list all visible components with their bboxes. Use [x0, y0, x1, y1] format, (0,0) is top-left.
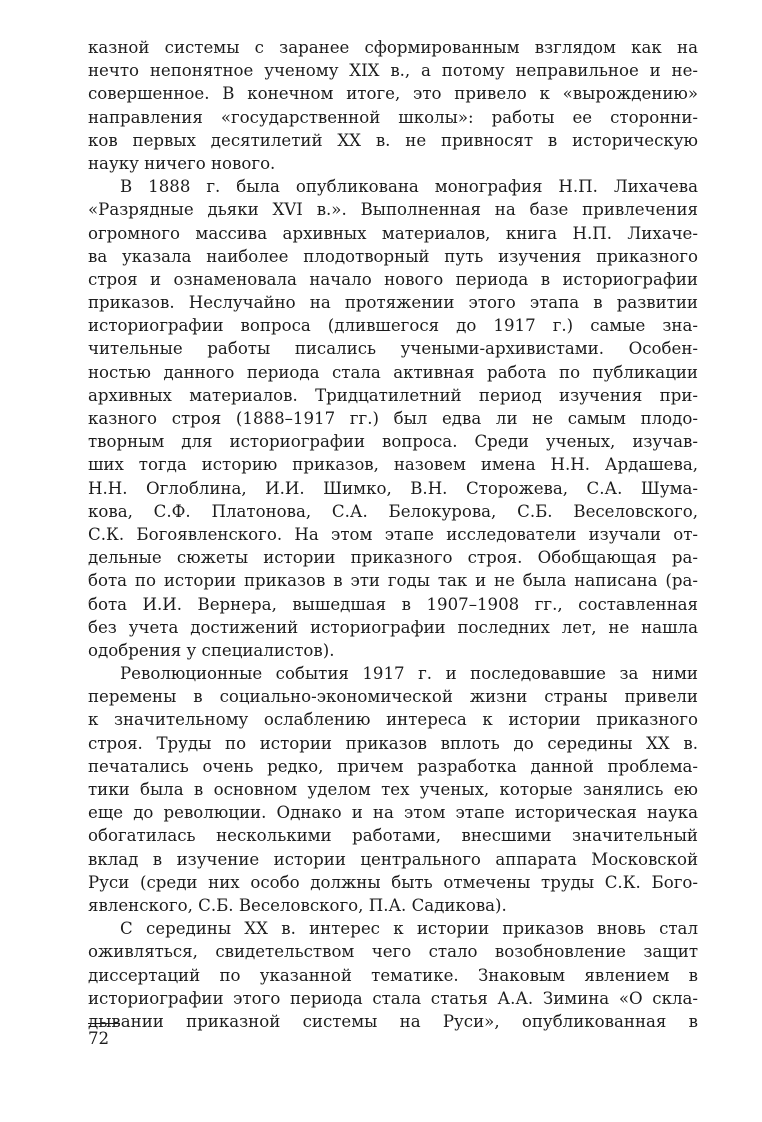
- text-line: бота по истории приказов в эти годы так и не была написана (ра-: [88, 571, 698, 591]
- text-line: перемены в социально-экономической жизни страны привели: [88, 687, 698, 707]
- text-line: нечто непонятное ученому XIX в., а потому неправильное и не-: [88, 61, 698, 81]
- text-line: В 1888 г. была опубликована монография Н.П. Лихачева: [120, 177, 698, 197]
- text-line: приказов. Неслучайно на протяжении этого этапа в развитии: [88, 293, 698, 313]
- text-line: науку ничего нового.: [88, 153, 276, 173]
- text-line: казной системы с заранее сформированным взглядом как на: [88, 38, 698, 57]
- text-line: ностью данного периода стала активная работа по публикации: [88, 362, 698, 382]
- text-line: историографии этого периода стала статья А.А. Зимина «О скла-: [88, 988, 698, 1008]
- text-line: диссертаций по указанной тематике. Знаковым явлением в: [88, 965, 698, 985]
- text-line: ва указала наиболее плодотворный путь изучения приказного: [88, 246, 698, 266]
- text-line: строя. Труды по истории приказов вплоть до середины XX в.: [88, 733, 698, 753]
- text-line: историографии вопроса (длившегося до 1917 г.) самые зна-: [88, 316, 698, 336]
- text-line: огромного массива архивных материалов, книга Н.П. Лихаче-: [88, 223, 698, 243]
- paragraph-2: [88, 175, 698, 662]
- text-line: С середины XX в. интерес к истории приказов вновь стал: [120, 919, 698, 939]
- text-line: одобрения у специалистов).: [88, 640, 335, 660]
- text-line: дельные сюжеты истории приказного строя. Обобщающая ра-: [88, 548, 698, 568]
- text-line: к значительному ослаблению интереса к истории приказного: [88, 710, 698, 730]
- text-line: С.К. Богоявленского. На этом этапе исследователи изучали от-: [88, 524, 698, 544]
- page-number: 72: [88, 1029, 110, 1048]
- paragraph-3: [88, 662, 698, 917]
- text-line: оживляться, свидетельством чего стало возобновление защит: [88, 942, 698, 962]
- footer-divider: [88, 1023, 120, 1024]
- text-line: бота И.И. Вернера, вышедшая в 1907–1908 гг., составленная: [88, 594, 698, 614]
- text-line: печатались очень редко, причем разработка данной проблема-: [88, 756, 698, 776]
- text-line: ков первых десятилетий XX в. не привносят в историческую: [88, 130, 698, 150]
- text-line: творным для историографии вопроса. Среди ученых, изучав-: [88, 432, 698, 452]
- text-line: архивных материалов. Тридцатилетний период изучения при-: [88, 385, 698, 405]
- text-line: тики была в основном уделом тех ученых, которые занялись ею: [88, 780, 698, 799]
- paragraph-1: [88, 36, 698, 175]
- text-line: Руси (среди них особо должны быть отмечены труды С.К. Бого-: [88, 872, 698, 892]
- text-line: обогатилась несколькими работами, внесшими значительный: [88, 826, 698, 846]
- text-line: казного строя (1888–1917 гг.) был едва ли не самым плодо-: [88, 409, 698, 428]
- page-body: [88, 36, 698, 1033]
- text-line: Революционные события 1917 г. и последовавшие за ними: [120, 664, 698, 684]
- text-line: еще до революции. Однако и на этом этапе историческая наука: [88, 803, 698, 823]
- text-line: Н.Н. Оглоблина, И.И. Шимко, В.Н. Сторожева, С.А. Шума-: [88, 478, 698, 498]
- text-line: направления «государственной школы»: работы ее сторонни-: [88, 107, 698, 127]
- text-line: дывании приказной системы на Руси», опубликованная в: [88, 1011, 698, 1031]
- text-line: «Разрядные дьяки XVI в.». Выполненная на базе привлечения: [88, 200, 698, 220]
- text-line: кова, С.Ф. Платонова, С.А. Белокурова, С.Б. Веселовского,: [88, 501, 698, 521]
- text-line: вклад в изучение истории центрального аппарата Московской: [88, 849, 698, 869]
- paragraph-4: [88, 917, 698, 1033]
- text-line: ших тогда историю приказов, назовем имена Н.Н. Ардашева,: [88, 455, 698, 475]
- text-line: без учета достижений историографии последних лет, не нашла: [88, 617, 698, 637]
- text-line: строя и ознаменовала начало нового периода в историографии: [88, 269, 698, 289]
- text-line: чительные работы писались учеными-архивистами. Особен-: [88, 339, 698, 359]
- text-line: совершенное. В конечном итоге, это привело к «вырождению»: [88, 84, 698, 104]
- text-line: явленского, С.Б. Веселовского, П.А. Садикова).: [88, 895, 507, 915]
